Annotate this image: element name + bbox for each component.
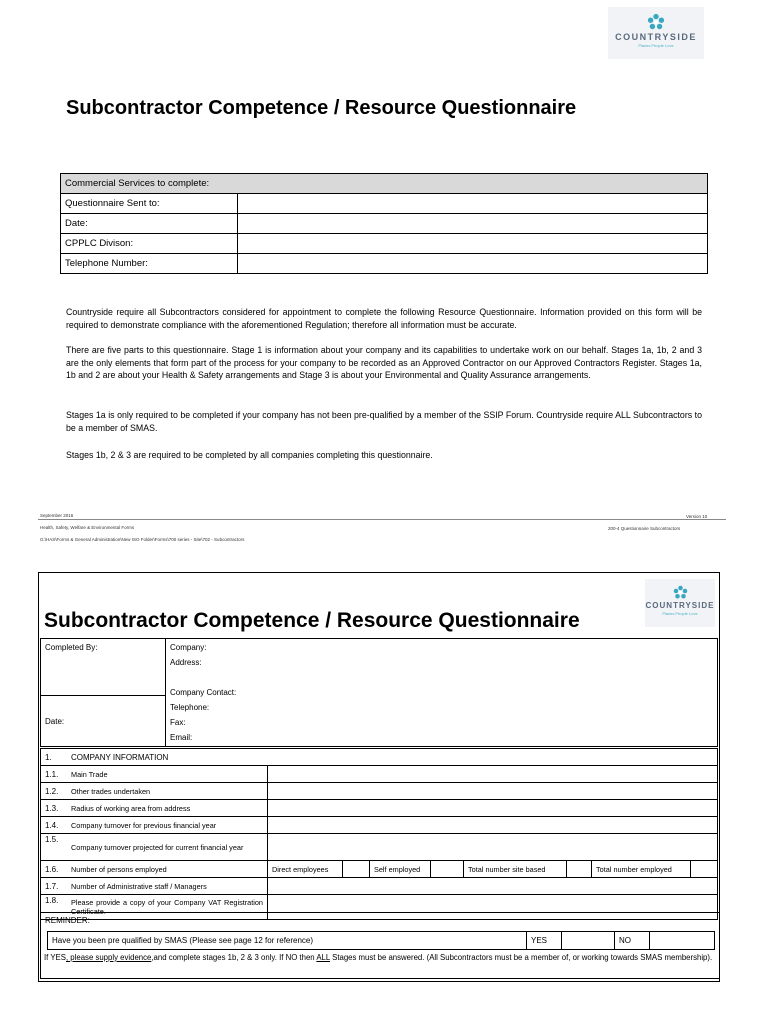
admin-staff-field[interactable] [268, 878, 718, 895]
section-number: 1. [41, 749, 68, 766]
company-contact-label: Company Contact: [170, 688, 237, 697]
paragraph: Stages 1a is only required to be completed if your company has not been pre-qualified by a member of the SSIP Forum. Countryside require ALL Subcontractors to be a member of SMAS. [66, 410, 702, 433]
main-trade-field[interactable] [268, 766, 718, 783]
completed-by-label: Completed By: [45, 643, 98, 652]
table-header: Commercial Services to complete: [61, 174, 708, 194]
smas-table [47, 931, 715, 950]
radius-field[interactable] [268, 800, 718, 817]
item-label: Company turnover projected for current financial year [67, 834, 268, 861]
no-label: NO [615, 932, 650, 950]
footer-path: G:\HAS\Forms & General Administration\New ISO Folder\Forms\700 series - Site\702 - Subcontractors [40, 537, 245, 542]
note-c: ,and complete stages 1b, 2 & 3 only. If NO then [151, 953, 317, 962]
completed-by-cell[interactable] [41, 639, 166, 696]
company-label: Company: [170, 643, 207, 652]
telephone-field[interactable] [238, 254, 708, 274]
fax-label: Fax: [170, 718, 186, 727]
logo-tagline: Places People Love [662, 611, 698, 616]
no-checkbox[interactable] [650, 932, 715, 950]
contact-table [40, 638, 718, 747]
division-field[interactable] [238, 234, 708, 254]
questionnaire-sent-field[interactable] [238, 194, 708, 214]
item-label: Radius of working area from address [67, 800, 268, 817]
flower-logo-icon [673, 585, 688, 600]
footer-form-name: 200-4 Questionnaire Subcontractors [608, 526, 681, 531]
row-label: CPPLC Divison: [61, 234, 238, 254]
logo-brand: COUNTRYSIDE [615, 32, 697, 42]
row-label: Date: [61, 214, 238, 234]
telephone-label: Telephone: [170, 703, 210, 712]
site-based-field[interactable] [567, 861, 592, 878]
item-number: 1.1. [41, 766, 68, 783]
date-field[interactable] [238, 214, 708, 234]
item-label: Number of Administrative staff / Managers [67, 878, 268, 895]
date-cell[interactable] [41, 696, 166, 747]
item-number: 1.2. [41, 783, 68, 800]
item-label: Number of persons employed [67, 861, 268, 878]
smas-question: Have you been pre qualified by SMAS (Please see page 12 for reference) [48, 932, 527, 950]
item-label: Company turnover for previous financial year [67, 817, 268, 834]
item-label: Other trades undertaken [67, 783, 268, 800]
footer-rule [38, 519, 726, 520]
address-label: Address: [170, 658, 202, 667]
item-number: 1.4. [41, 817, 68, 834]
footer-category: Health, Safety, Welfare & Environmental Forms [40, 525, 135, 530]
logo-brand: COUNTRYSIDE [645, 601, 715, 610]
note-a: If YES [44, 953, 66, 962]
paragraph: Stages 1b, 2 & 3 are required to be completed by all companies completing this questionnaire. [66, 450, 433, 460]
self-employed-label: Self employed [370, 861, 431, 878]
other-trades-field[interactable] [268, 783, 718, 800]
total-employed-field[interactable] [691, 861, 718, 878]
company-information-table [40, 748, 718, 920]
page-title: Subcontractor Competence / Resource Questionnaire [66, 97, 577, 119]
countryside-logo [645, 579, 715, 627]
projected-turnover-field[interactable] [268, 834, 718, 861]
logo-tagline: Places People Love [638, 43, 674, 48]
yes-label: YES [527, 932, 562, 950]
note-d: ALL [316, 953, 330, 962]
site-based-label: Total number site based [464, 861, 567, 878]
row-label: Questionnaire Sent to: [61, 194, 238, 214]
yes-checkbox[interactable] [562, 932, 615, 950]
self-employed-field[interactable] [431, 861, 464, 878]
direct-employees-field[interactable] [343, 861, 370, 878]
previous-turnover-field[interactable] [268, 817, 718, 834]
footer-version: Version 10 [686, 514, 708, 519]
item-label: Main Trade [67, 766, 268, 783]
reminder-label: REMINDER: [45, 916, 90, 925]
page-title: Subcontractor Competence / Resource Questionnaire [44, 609, 580, 632]
item-number: 1.8. [41, 895, 68, 920]
note-e: Stages must be answered. (All Subcontractors must be a member of, or working towards SMAS membership). [329, 953, 713, 962]
countryside-logo [608, 7, 704, 59]
note-b: , please supply evidence [65, 953, 152, 962]
email-label: Email: [170, 733, 193, 742]
item-label: Please provide a copy of your Company VAT Registration Certificate. [67, 895, 268, 920]
row-label: Telephone Number: [61, 254, 238, 274]
item-number: 1.6. [41, 861, 68, 878]
flower-logo-icon [647, 13, 665, 31]
item-number: 1.5. [41, 834, 68, 861]
paragraph: Countryside require all Subcontractors considered for appointment to complete the following Resource Questionnaire. Information provided on this form will be required to demonstrate compliance with the aforementioned Regulation; therefore all information must be accurate. [66, 307, 702, 330]
item-number: 1.7. [41, 878, 68, 895]
item-number: 1.3. [41, 800, 68, 817]
footer-date: September 2016 [40, 513, 74, 518]
section-title: COMPANY INFORMATION [67, 749, 718, 766]
paragraph: There are five parts to this questionnaire. Stage 1 is information about your company and its capabilities to undertake work on our behalf. Stages 1a, 1b, 2 and 3 are the only elements that form part of the process for your company to be recorded as an Approved Contractor on our Approved Contractors Register. Stages 1a, 1b and 2 are about your Health & Safety arrangements and Stage 3 is about your Environmental and Quality Assurance arrangements. [66, 345, 702, 381]
company-details-cell[interactable] [166, 639, 718, 747]
total-employed-label: Total number employed [592, 861, 691, 878]
commercial-services-table [60, 173, 708, 274]
direct-employees-label: Direct employees [268, 861, 343, 878]
reminder-note [44, 953, 714, 963]
date-label: Date: [45, 716, 65, 726]
